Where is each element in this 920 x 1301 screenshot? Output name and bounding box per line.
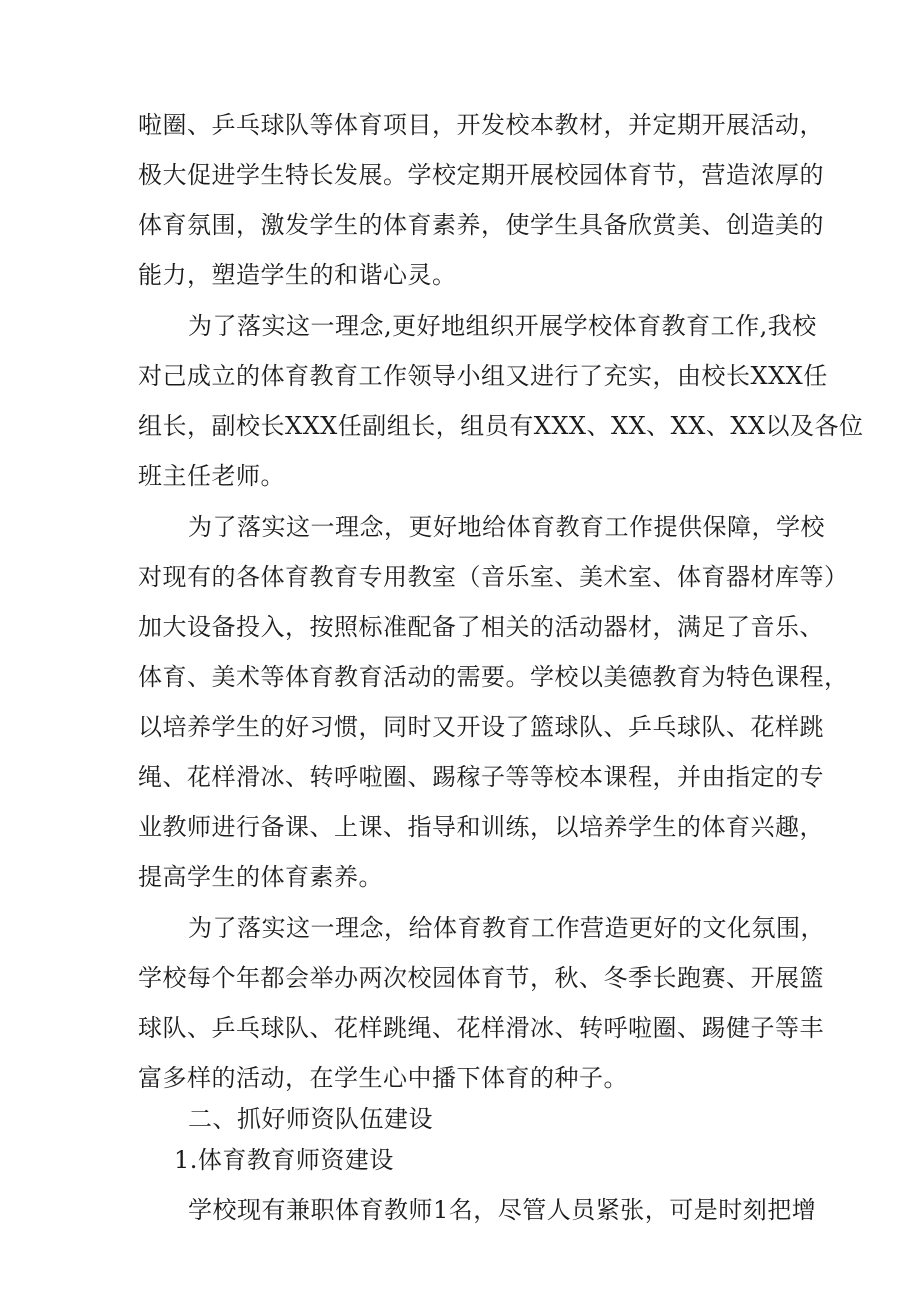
text-line: 为了落实这一理念，给体育教育工作营造更好的文化氛围， [188,914,825,942]
subsection-heading: 1.体育教育师资建设 [174,1146,394,1174]
text-line: 能力，塑造学生的和谐心灵。 [138,261,457,289]
text-line: 为了落实这一理念，更好地给体育教育工作提供保障，学校 [188,513,825,541]
text-line: 加大设备投入，按照标准配备了相关的活动器材，满足了音乐、 [138,613,824,641]
text-line: 绳、花样滑冰、转呼啦圈、踢稼子等等校本课程，并由指定的专 [138,763,824,791]
text-line: 业教师进行备课、上课、指导和训练，以培养学生的体育兴趣， [138,813,824,841]
text-line: 以培养学生的好习惯，同时又开设了篮球队、乒乓球队、花样跳 [138,713,824,741]
text-line: 班主任老师。 [138,462,285,490]
text-line: 提高学生的体育素养。 [138,863,383,891]
section-heading: 二、抓好师资队伍建设 [188,1105,433,1133]
text-line: 学校现有兼职体育教师1名，尽管人员紧张，可是时刻把增 [188,1196,817,1224]
text-line: 极大促进学生特长发展。学校定期开展校园体育节，营造浓厚的 [138,161,824,189]
text-line: 啦圈、乒乓球队等体育项目，开发校本教材，并定期开展活动， [138,111,824,139]
text-line: 为了落实这一理念,更好地组织开展学校体育教育工作,我校 [188,312,817,340]
text-line: 学校每个年都会举办两次校园体育节，秋、冬季长跑赛、开展篮 [138,964,824,992]
text-line: 体育、美术等体育教育活动的需要。学校以美德教育为特色课程， [138,663,849,691]
text-line: 组长，副校长XXX任副组长，组员有XXX、XX、XX、XX以及各位 [138,412,864,440]
text-line: 对己成立的体育教育工作领导小组又进行了充实，由校长XXX任 [138,362,828,390]
text-line: 富多样的活动，在学生心中播下体育的种子。 [138,1064,628,1092]
text-line: 体育氛围，激发学生的体育素养，使学生具备欣赏美、创造美的 [138,211,824,239]
text-line: 球队、乒乓球队、花样跳绳、花样滑冰、转呼啦圈、踢健子等丰 [138,1014,824,1042]
text-line: 对现有的各体育教育专用教室（音乐室、美术室、体育器材库等） [138,563,849,591]
